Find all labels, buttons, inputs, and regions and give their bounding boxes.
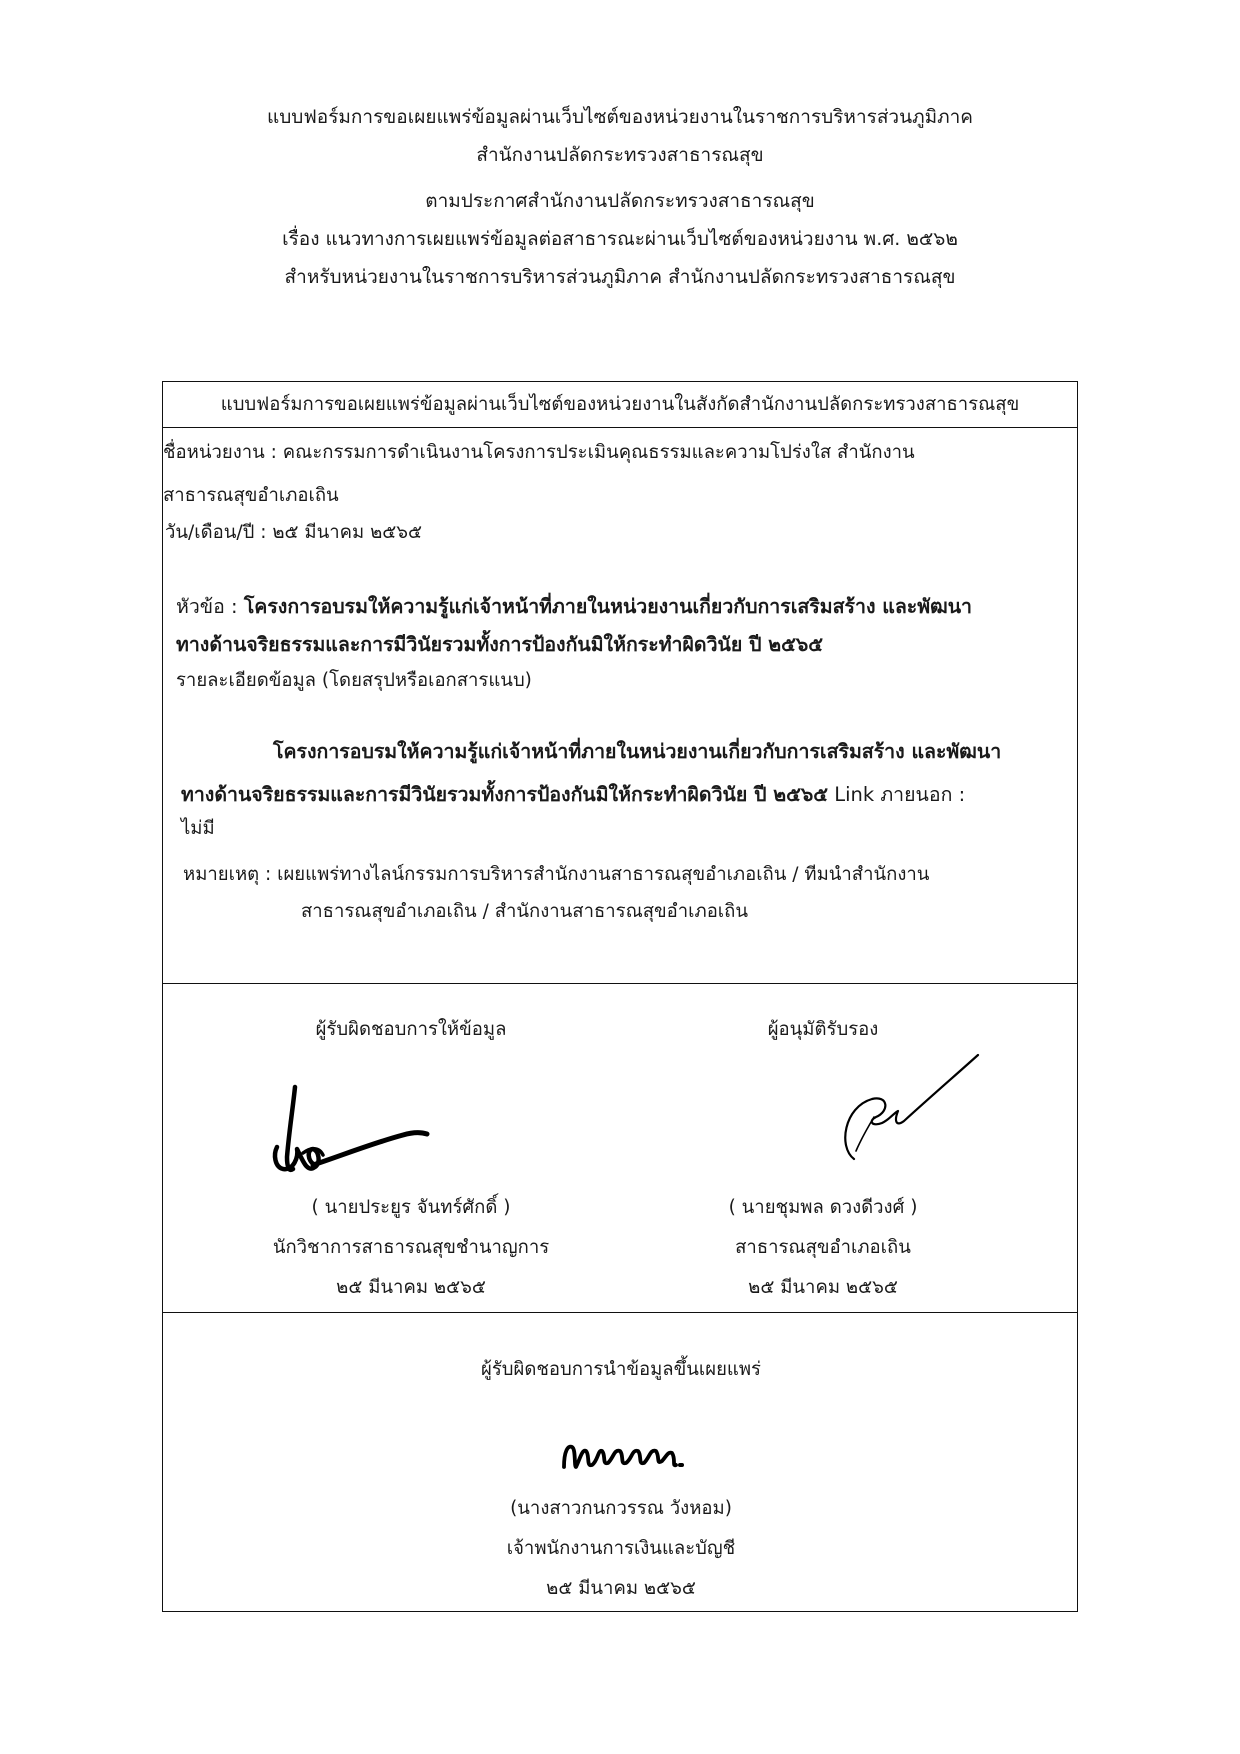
section-divider-1 bbox=[163, 983, 1077, 984]
responsible-details bbox=[211, 1188, 611, 1308]
note-line-1: หมายเหตุ : เผยแพร่ทางไลน์กรรมการบริหารสำนักงานสาธารณสุขอำเภอเถิน / ทีมนำสำนักงาน bbox=[183, 864, 930, 885]
details-text-2: ทางด้านจริยธรรมและการมีวินัยรวมทั้งการป้องกันมิให้กระทำผิดวินัย ปี ๒๕๖๕ bbox=[181, 783, 828, 806]
header-line-4: เรื่อง แนวทางการเผยแพร่ข้อมูลต่อสาธารณะผ่านเว็บไซต์ของหน่วยงาน พ.ศ. ๒๕๖๒ bbox=[282, 228, 958, 250]
form-title: แบบฟอร์มการขอเผยแพร่ข้อมูลผ่านเว็บไซต์ของหน่วยงานในสังกัดสำนักงานปลัดกระทรวงสาธารณสุข bbox=[163, 382, 1077, 428]
topic-line-1 bbox=[176, 591, 972, 622]
details-line-2 bbox=[181, 779, 965, 810]
unit-line-2: สาธารณสุขอำเภอเถิน bbox=[163, 485, 339, 506]
publisher-position: เจ้าพนักงานการเงินและบัญชี bbox=[506, 1538, 736, 1559]
responsible-signature-block bbox=[211, 1010, 611, 1050]
topic-line-2: ทางด้านจริยธรรมและการมีวินัยรวมทั้งการป้องกันมิให้กระทำผิดวินัย ปี ๒๕๖๕ bbox=[176, 633, 823, 656]
details-line-1: โครงการอบรมให้ความรู้แก่เจ้าหน้าที่ภายในหน่วยงานเกี่ยวกับการเสริมสร้าง และพัฒนา bbox=[273, 740, 1002, 763]
header-line-5: สำหรับหน่วยงานในราชการบริหารส่วนภูมิภาค สำนักงานปลัดกระทรวงสาธารณสุข bbox=[284, 266, 956, 288]
approver-signature-image bbox=[828, 1047, 988, 1167]
approver-position: สาธารณสุขอำเภอเถิน bbox=[735, 1237, 911, 1258]
approver-role: ผู้อนุมัติรับรอง bbox=[767, 1019, 879, 1040]
responsible-name: ( นายประยูร จันทร์ศักดิ์ ) bbox=[311, 1197, 511, 1218]
approver-date: ๒๕ มีนาคม ๒๕๖๕ bbox=[748, 1277, 898, 1298]
publisher-date: ๒๕ มีนาคม ๒๕๖๕ bbox=[546, 1578, 696, 1599]
date-line: วัน/เดือน/ปี : ๒๕ มีนาคม ๒๕๖๕ bbox=[165, 522, 423, 543]
header-line-1: แบบฟอร์มการขอเผยแพร่ข้อมูลผ่านเว็บไซต์ของหน่วยงานในราชการบริหารส่วนภูมิภาค bbox=[266, 106, 974, 128]
document-header bbox=[0, 98, 1240, 296]
external-link-value: ไม่มี bbox=[181, 818, 215, 839]
responsible-date: ๒๕ มีนาคม ๒๕๖๕ bbox=[336, 1277, 486, 1298]
publisher-role: ผู้รับผิดชอบการนำข้อมูลขึ้นเผยแพร่ bbox=[481, 1359, 761, 1380]
topic-label: หัวข้อ : bbox=[176, 595, 244, 618]
header-line-3: ตามประกาศสำนักงานปลัดกระทรวงสาธารณสุข bbox=[425, 190, 815, 212]
publisher-signature-image bbox=[558, 1437, 688, 1477]
section-divider-2 bbox=[163, 1312, 1077, 1313]
approver-name: ( นายชุมพล ดวงดีวงศ์ ) bbox=[728, 1197, 918, 1218]
responsible-role: ผู้รับผิดชอบการให้ข้อมูล bbox=[315, 1019, 507, 1040]
approver-details bbox=[623, 1188, 1023, 1308]
publisher-details bbox=[421, 1489, 821, 1609]
note-line-2: สาธารณสุขอำเภอเถิน / สำนักงานสาธารณสุขอำเภอเถิน bbox=[301, 901, 748, 922]
details-label: รายละเอียดข้อมูล (โดยสรุปหรือเอกสารแนบ) bbox=[176, 670, 532, 691]
responsible-position: นักวิชาการสาธารณสุขชำนาญการ bbox=[272, 1237, 550, 1258]
approver-signature-block bbox=[623, 1010, 1023, 1050]
external-link-label: Link ภายนอก : bbox=[828, 783, 966, 806]
publisher-signature-block bbox=[421, 1350, 821, 1390]
publisher-name: (นางสาวกนกวรรณ วังหอม) bbox=[510, 1498, 732, 1519]
header-line-2: สำนักงานปลัดกระทรวงสาธารณสุข bbox=[476, 144, 764, 166]
responsible-signature-image bbox=[263, 1077, 443, 1187]
form-box bbox=[162, 381, 1078, 1612]
topic-text-1: โครงการอบรมให้ความรู้แก่เจ้าหน้าที่ภายในหน่วยงานเกี่ยวกับการเสริมสร้าง และพัฒนา bbox=[243, 595, 972, 618]
unit-line-1: ชื่อหน่วยงาน : คณะกรรมการดำเนินงานโครงการประเมินคุณธรรมและความโปร่งใส สำนักงาน bbox=[163, 442, 915, 463]
